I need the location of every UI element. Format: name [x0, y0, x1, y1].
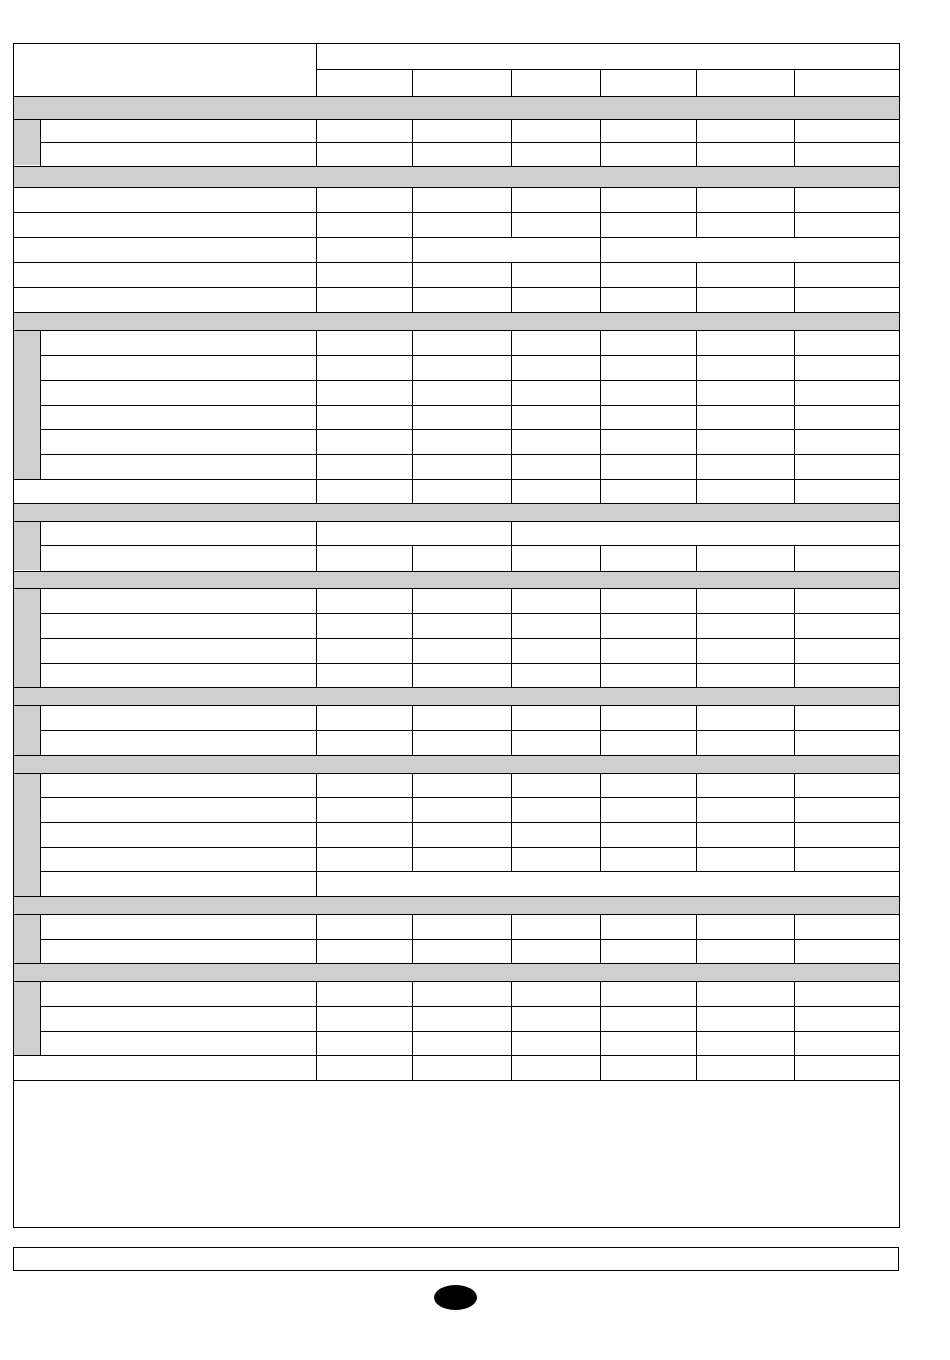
rule-line [511, 454, 512, 479]
rule-line [412, 730, 413, 755]
rule-line [412, 1006, 413, 1031]
rule-line [412, 69, 413, 96]
rule-line [600, 914, 601, 939]
rule-line [794, 730, 795, 755]
rule-line [794, 545, 795, 571]
rule-line [316, 454, 317, 479]
rule-line [600, 1031, 601, 1055]
rule-line [13, 687, 899, 688]
rule-line [412, 330, 413, 355]
rule-line [696, 287, 697, 312]
rule-line [696, 914, 697, 939]
rule-line [794, 914, 795, 939]
rule-line [794, 939, 795, 963]
rule-line [600, 187, 601, 212]
rule-line [316, 730, 317, 755]
rule-line [316, 939, 317, 963]
rule-line [13, 914, 899, 915]
rule-line [511, 69, 512, 96]
rule-line [696, 69, 697, 96]
rule-line [696, 429, 697, 454]
rule-line [511, 142, 512, 166]
rule-line [600, 380, 601, 405]
rule-line [696, 355, 697, 380]
rule-line [13, 212, 899, 213]
rule-line [511, 355, 512, 380]
section-header-bar [14, 687, 899, 705]
rule-line [696, 939, 697, 963]
rule-line [40, 797, 899, 798]
rule-line [600, 142, 601, 166]
rule-line [40, 871, 899, 872]
rule-line [794, 588, 795, 613]
rule-line [13, 119, 899, 120]
section-side-band [14, 330, 41, 479]
rule-line [412, 914, 413, 939]
rule-line [511, 119, 512, 142]
rule-line [412, 797, 413, 822]
rule-line [600, 355, 601, 380]
rule-line [316, 142, 317, 166]
section-header-bar [14, 503, 899, 521]
rule-line [40, 142, 899, 143]
rule-line [600, 588, 601, 613]
rule-line [316, 287, 317, 312]
rule-line [794, 981, 795, 1006]
rule-line [511, 212, 512, 237]
rule-line [412, 262, 413, 287]
rule-line [794, 613, 795, 638]
rule-line [696, 663, 697, 687]
rule-line [412, 588, 413, 613]
rule-line [40, 405, 899, 406]
rule-line [13, 571, 899, 572]
rule-line [696, 730, 697, 755]
rule-line [316, 914, 317, 939]
section-header-bar [14, 96, 899, 119]
rule-line [412, 237, 413, 262]
rule-line [40, 1031, 899, 1032]
rule-line [600, 638, 601, 663]
rule-line [600, 730, 601, 755]
rule-line [412, 1055, 413, 1080]
rule-line [600, 545, 601, 571]
rule-line [511, 479, 512, 503]
rule-line [316, 545, 317, 571]
rule-line [600, 797, 601, 822]
rule-line [412, 638, 413, 663]
rule-line [412, 429, 413, 454]
rule-line [696, 613, 697, 638]
rule-line [794, 142, 795, 166]
rule-line [316, 237, 317, 262]
section-header-bar [14, 571, 899, 588]
rule-line [696, 1055, 697, 1080]
rule-line [600, 847, 601, 871]
footer-box [13, 1247, 899, 1271]
rule-line [511, 262, 512, 287]
rule-line [13, 166, 899, 167]
rule-line [316, 212, 317, 237]
rule-line [511, 405, 512, 429]
rule-line [511, 663, 512, 687]
rule-line [40, 1006, 899, 1007]
rule-line [794, 355, 795, 380]
rule-line [13, 237, 899, 238]
rule-line [696, 981, 697, 1006]
rule-line [40, 545, 899, 546]
rule-line [696, 822, 697, 847]
rule-line [511, 773, 512, 797]
rule-line [511, 187, 512, 212]
rule-line [40, 355, 899, 356]
rule-line [696, 119, 697, 142]
rule-line [40, 663, 899, 664]
rule-line [13, 896, 899, 897]
rule-line [600, 287, 601, 312]
rule-line [794, 69, 795, 96]
rule-line [316, 187, 317, 212]
rule-line [13, 43, 14, 1227]
rule-line [316, 663, 317, 687]
rule-line [316, 330, 317, 355]
rule-line [696, 187, 697, 212]
rule-line [316, 43, 317, 69]
rule-line [696, 797, 697, 822]
rule-line [511, 730, 512, 755]
rule-line [794, 773, 795, 797]
rule-line [412, 187, 413, 212]
rule-line [696, 1031, 697, 1055]
rule-line [696, 638, 697, 663]
rule-line [794, 212, 795, 237]
rule-line [600, 119, 601, 142]
rule-line [511, 545, 512, 571]
rule-line [316, 380, 317, 405]
rule-line [316, 871, 317, 896]
rule-line [794, 287, 795, 312]
rule-line [13, 521, 899, 522]
rule-line [794, 405, 795, 429]
rule-line [794, 797, 795, 822]
rule-line [600, 69, 601, 96]
rule-line [794, 1006, 795, 1031]
rule-line [600, 939, 601, 963]
rule-line [696, 545, 697, 571]
rule-line [511, 797, 512, 822]
rule-line [696, 588, 697, 613]
rule-line [13, 312, 899, 313]
rule-line [794, 380, 795, 405]
rule-line [511, 380, 512, 405]
rule-line [412, 822, 413, 847]
rule-line [412, 380, 413, 405]
rule-line [13, 479, 899, 480]
rule-line [412, 212, 413, 237]
rule-line [600, 237, 601, 262]
rule-line [511, 613, 512, 638]
rule-line [600, 705, 601, 730]
rule-line [511, 847, 512, 871]
rule-line [899, 43, 900, 1228]
rule-line [696, 454, 697, 479]
rule-line [600, 981, 601, 1006]
rule-line [511, 1006, 512, 1031]
rule-line [316, 521, 317, 545]
rule-line [40, 847, 899, 848]
rule-line [600, 429, 601, 454]
rule-line [511, 914, 512, 939]
rule-line [511, 429, 512, 454]
page-number-badge [434, 1285, 477, 1310]
rule-line [794, 187, 795, 212]
rule-line [13, 503, 899, 504]
rule-line [412, 142, 413, 166]
rule-line [600, 1006, 601, 1031]
rule-line [40, 454, 899, 455]
rule-line [13, 1055, 899, 1056]
rule-line [600, 330, 601, 355]
rule-line [316, 822, 317, 847]
rule-line [600, 262, 601, 287]
rule-line [412, 1031, 413, 1055]
rule-line [13, 773, 899, 774]
rule-line [316, 797, 317, 822]
rule-line [600, 663, 601, 687]
rule-line [696, 380, 697, 405]
rule-line [794, 847, 795, 871]
section-header-bar [14, 896, 899, 914]
rule-line [316, 1031, 317, 1055]
rule-line [794, 479, 795, 503]
rule-line [696, 262, 697, 287]
rule-line [696, 405, 697, 429]
rule-line [600, 773, 601, 797]
rule-line [13, 96, 899, 97]
rule-line [13, 705, 899, 706]
rule-line [13, 588, 899, 589]
rule-line [13, 963, 899, 964]
rule-line [511, 939, 512, 963]
rule-line [412, 847, 413, 871]
rule-line [316, 405, 317, 429]
rule-line [40, 429, 899, 430]
rule-line [794, 638, 795, 663]
rule-line [412, 705, 413, 730]
rule-line [794, 429, 795, 454]
rule-line [794, 119, 795, 142]
rule-line [316, 429, 317, 454]
rule-line [794, 262, 795, 287]
rule-line [794, 1055, 795, 1080]
rule-line [412, 454, 413, 479]
rule-line [40, 981, 41, 1055]
section-header-bar [14, 755, 899, 773]
rule-line [40, 730, 899, 731]
rule-line [696, 142, 697, 166]
section-header-bar [14, 963, 899, 981]
rule-line [40, 380, 899, 381]
rule-line [40, 773, 41, 896]
rule-line [794, 663, 795, 687]
rule-line [316, 773, 317, 797]
section-header-bar [14, 166, 899, 187]
rule-line [696, 330, 697, 355]
rule-line [40, 613, 899, 614]
rule-line [794, 454, 795, 479]
rule-line [696, 773, 697, 797]
rule-line [511, 822, 512, 847]
rule-line [412, 545, 413, 571]
rule-line [13, 1080, 899, 1081]
rule-line [412, 663, 413, 687]
rule-line [600, 212, 601, 237]
rule-line [412, 287, 413, 312]
rule-line [316, 119, 317, 142]
rule-line [316, 638, 317, 663]
rule-line [600, 454, 601, 479]
rule-line [412, 773, 413, 797]
section-side-band [14, 773, 41, 896]
section-header-bar [14, 312, 899, 330]
section-side-band [14, 914, 41, 963]
rule-line [696, 705, 697, 730]
rule-line [316, 847, 317, 871]
rule-line [13, 1227, 900, 1228]
rule-line [13, 262, 899, 263]
rule-line [316, 1055, 317, 1080]
section-side-band [14, 521, 41, 570]
rule-line [316, 705, 317, 730]
rule-line [40, 521, 41, 571]
rule-line [316, 981, 317, 1006]
rule-line [316, 588, 317, 613]
rule-line [511, 1031, 512, 1055]
rule-line [600, 405, 601, 429]
rule-line [600, 1055, 601, 1080]
rule-line [511, 638, 512, 663]
rule-line [316, 69, 899, 70]
section-side-band [14, 705, 41, 755]
rule-line [511, 521, 512, 545]
rule-line [316, 1006, 317, 1031]
rule-line [412, 355, 413, 380]
rule-line [794, 330, 795, 355]
rule-line [40, 822, 899, 823]
rule-line [316, 613, 317, 638]
rule-line [696, 479, 697, 503]
rule-line [40, 638, 899, 639]
rule-line [412, 405, 413, 429]
rule-line [696, 212, 697, 237]
rule-line [794, 822, 795, 847]
rule-line [13, 330, 899, 331]
rule-line [511, 287, 512, 312]
rule-line [412, 939, 413, 963]
rule-line [316, 355, 317, 380]
rule-line [794, 705, 795, 730]
rule-line [696, 1006, 697, 1031]
rule-line [412, 613, 413, 638]
rule-line [511, 1055, 512, 1080]
rule-line [600, 822, 601, 847]
rule-line [13, 187, 899, 188]
rule-line [316, 262, 317, 287]
rule-line [13, 755, 899, 756]
rule-line [13, 981, 899, 982]
rule-line [13, 287, 899, 288]
rule-line [316, 69, 317, 96]
rule-line [794, 1031, 795, 1055]
rule-line [412, 119, 413, 142]
rule-line [600, 479, 601, 503]
rule-line [316, 479, 317, 503]
section-side-band [14, 588, 41, 687]
rule-line [511, 981, 512, 1006]
rule-line [13, 43, 899, 44]
rule-line [511, 330, 512, 355]
rule-line [40, 939, 899, 940]
rule-line [412, 479, 413, 503]
rule-line [600, 613, 601, 638]
rule-line [511, 588, 512, 613]
section-side-band [14, 981, 41, 1055]
rule-line [696, 847, 697, 871]
section-side-band [14, 119, 41, 165]
rule-line [511, 705, 512, 730]
rule-line [412, 981, 413, 1006]
